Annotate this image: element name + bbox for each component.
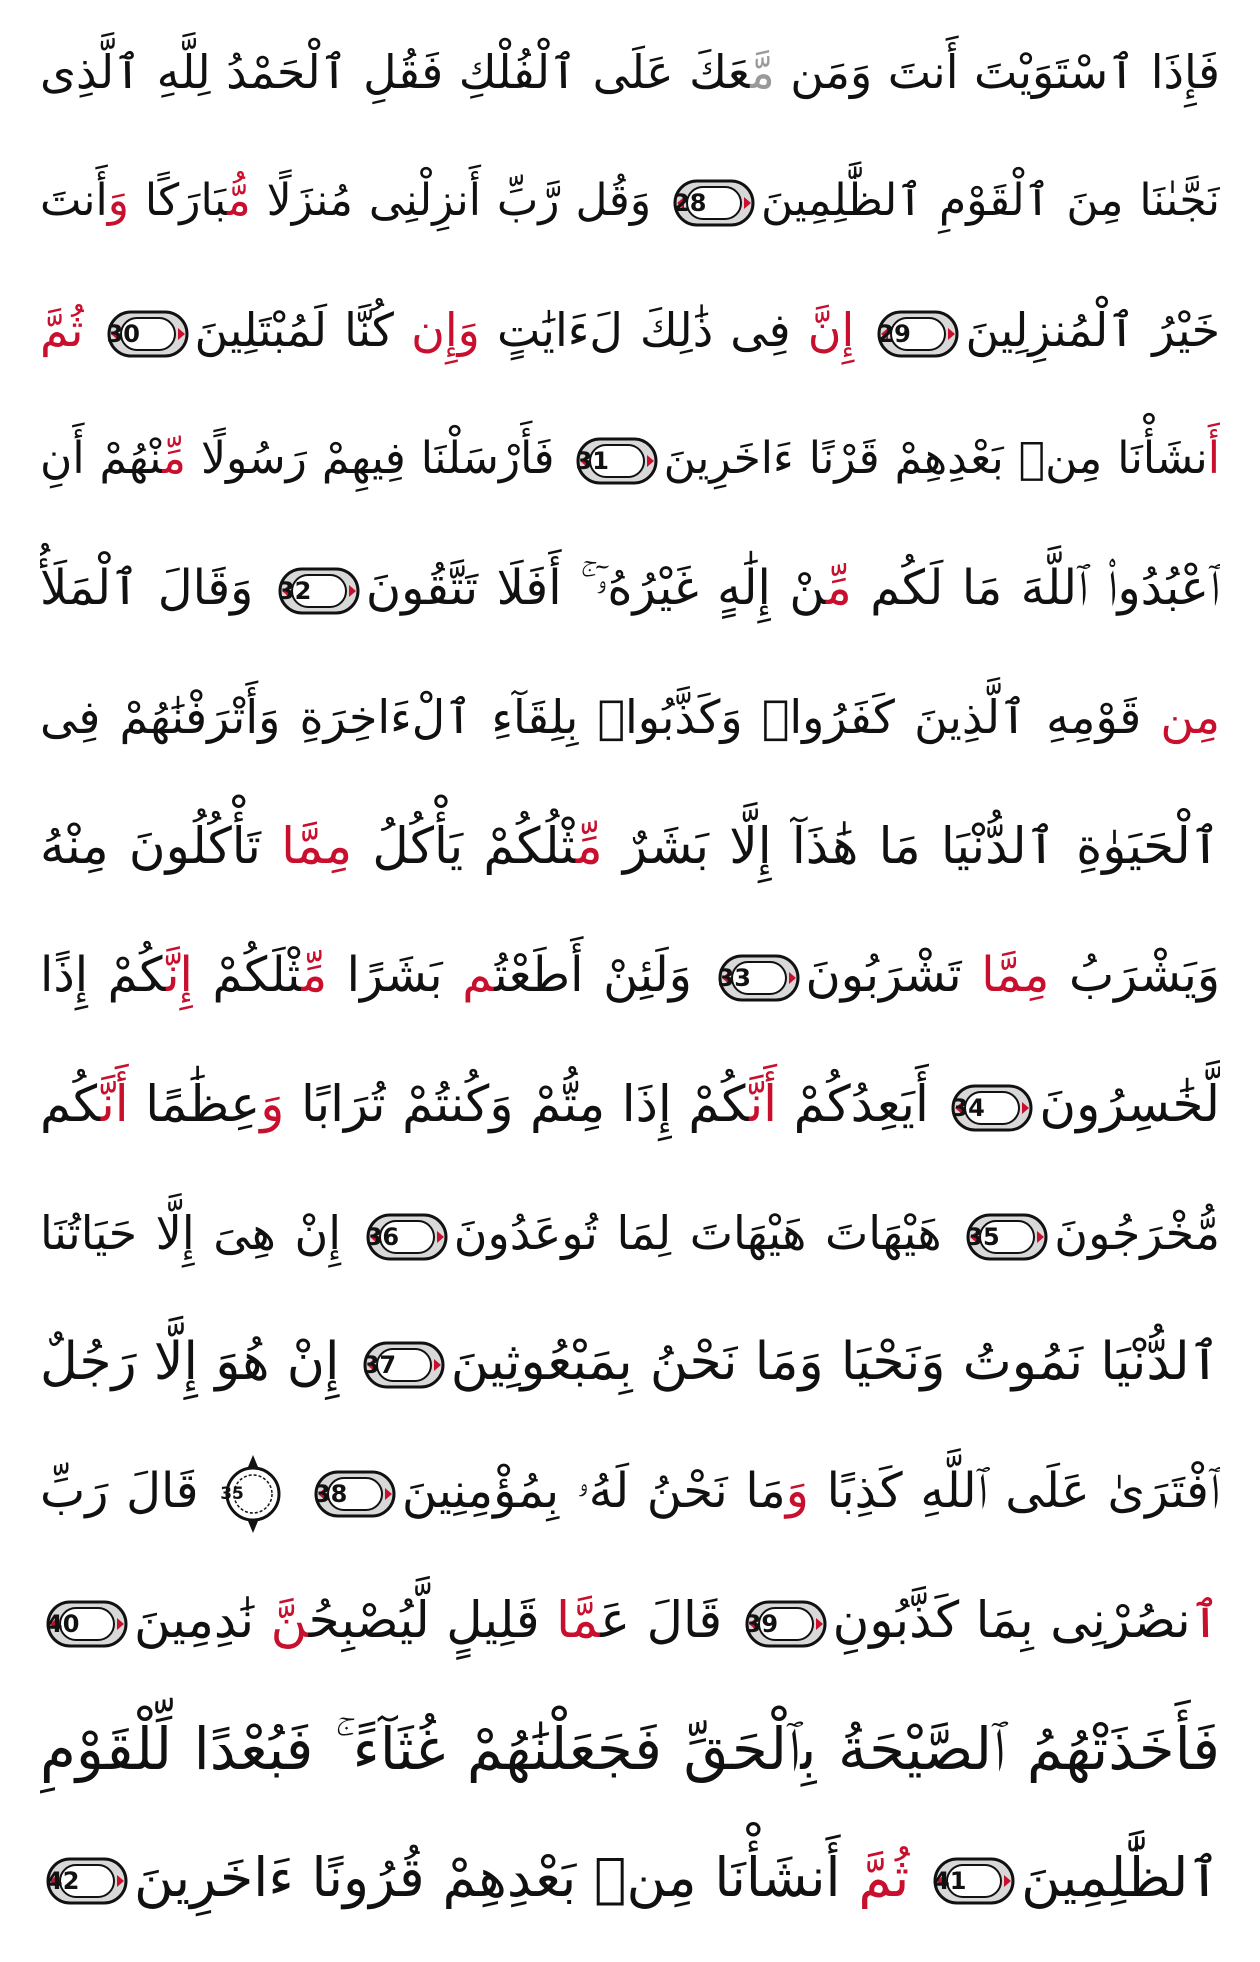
text-line xyxy=(40,1044,1220,1164)
text-line xyxy=(40,270,1220,390)
verse-text: هَيْهَاتَ هَيْهَاتَ لِمَا تُوعَدُونَ xyxy=(453,1206,942,1260)
hizb-number: 35 xyxy=(220,1484,244,1504)
tajweed-red-text: ٱ xyxy=(1190,1591,1220,1649)
tajweed-red-text: أَنَّ xyxy=(100,1075,129,1133)
text-line xyxy=(40,399,1220,519)
verse-text: كُنَّا لَمُبْتَلِينَ xyxy=(194,303,412,357)
text-line xyxy=(40,1173,1220,1293)
tajweed-red-text: مِمَّا xyxy=(281,817,353,875)
verse-text: نَٰدِمِينَ xyxy=(134,1591,271,1649)
verse-text: مُّخْرَجُونَ xyxy=(1054,1206,1220,1260)
hizb-emblem-finial xyxy=(248,1455,258,1467)
tajweed-red-text: مَّا xyxy=(556,1591,601,1649)
ayah-number-marker xyxy=(951,1082,1033,1134)
tajweed-red-text: وَ xyxy=(785,1463,809,1519)
verse-text: عِظَٰمًا xyxy=(128,1075,261,1133)
verse-text: قَلِيلٍ لَّيُصْبِحُ xyxy=(308,1591,557,1649)
ayah-number: 29 xyxy=(877,319,911,348)
ayah-number-marker xyxy=(745,1598,827,1650)
verse-text: إِنْ هُوَ إِلَّا رَجُلٌ xyxy=(40,1332,340,1392)
ayah-number: 33 xyxy=(717,964,751,992)
tajweed-red-text: مُّ xyxy=(227,175,251,226)
ayah-number-marker xyxy=(933,1855,1015,1907)
ayah-number: 31 xyxy=(575,447,609,475)
tajweed-red-text: مِّ xyxy=(825,560,852,616)
verse-text: لَّخَٰسِرُونَ xyxy=(1039,1075,1220,1133)
tajweed-red-text: أَ xyxy=(1207,433,1220,484)
ayah-number: 34 xyxy=(951,1093,985,1122)
verse-text: نصُرْنِى بِمَا كَذَّبُونِ xyxy=(832,1591,1191,1649)
verse-text: كُمْ إِذَا مِتُّمْ وَكُنتُمْ تُرَابًا xyxy=(284,1075,750,1133)
tajweed-red-text: مِّ xyxy=(301,947,328,1003)
tajweed-red-text: إِنَّ xyxy=(807,303,855,357)
ayah-number: 30 xyxy=(106,319,140,348)
verse-text: فَأَرْسَلْنَا فِيهِمْ رَسُولًا xyxy=(185,433,555,484)
tajweed-red-text: وَإِن xyxy=(411,303,480,357)
verse-text: ٱفْتَرَىٰ عَلَى ٱللَّهِ كَذِبًا xyxy=(808,1463,1220,1519)
text-line xyxy=(40,657,1220,777)
verse-text: قَالَ عَ xyxy=(600,1591,723,1649)
verse-text: إِنْ هِىَ إِلَّا حَيَاتُنَا xyxy=(40,1206,342,1260)
verse-text: نْ إِلَٰهٍ غَيْرُهُۥٓ ۚ أَفَلَا تَتَّقُونَ xyxy=(365,560,826,616)
ayah-number: 41 xyxy=(933,1867,967,1896)
text-line xyxy=(40,1560,1220,1680)
ayah-number: 38 xyxy=(313,1480,348,1508)
text-line xyxy=(40,1302,1220,1422)
ayah-number: 35 xyxy=(966,1222,1000,1251)
text-line xyxy=(40,786,1220,906)
verse-text: نْهُمْ أَنِ xyxy=(40,433,163,484)
ayah-number-marker xyxy=(366,1211,448,1263)
verse-text: ٱلدُّنْيَا نَمُوتُ وَنَحْيَا وَمَا نَحْنُ بِمَبْعُوثِينَ xyxy=(450,1332,1220,1392)
text-line xyxy=(40,1818,1220,1938)
tajweed-red-text: ثُمَّ xyxy=(858,1846,910,1909)
ayah-number: 37 xyxy=(362,1351,397,1379)
tajweed-red-text: إِنَّ xyxy=(166,947,193,1003)
ayah-number-marker xyxy=(314,1468,396,1520)
ayah-number-marker xyxy=(46,1855,128,1907)
ayah-number-marker xyxy=(46,1598,128,1650)
ayah-number: 36 xyxy=(365,1222,400,1251)
ayah-number: 42 xyxy=(46,1867,80,1896)
verse-text: ثْلُكُمْ يَأْكُلُ xyxy=(352,817,576,875)
verse-text: وَلَئِنْ أَطَعْتُ xyxy=(494,947,692,1003)
verse-text: تَشْرَبُونَ xyxy=(805,947,982,1003)
verse-text: أَيَعِدُكُمْ xyxy=(777,1075,929,1133)
tajweed-red-text: نَّ xyxy=(270,1591,309,1649)
verse-text: ثْلَكُمْ xyxy=(192,947,302,1003)
verse-text: كُم xyxy=(40,1075,101,1133)
verse-text: مَا نَحْنُ لَهُۥ بِمُؤْمِنِينَ xyxy=(401,1463,786,1519)
tajweed-red-text: مِّ xyxy=(162,433,186,484)
verse-text: قَالَ رَبِّ xyxy=(40,1463,199,1519)
verse-text: فَإِذَا ٱسْتَوَيْتَ أَنتَ وَمَن xyxy=(774,45,1220,99)
verse-text: ٱلظَّٰلِمِينَ xyxy=(1021,1846,1220,1909)
text-line xyxy=(40,1431,1220,1551)
tajweed-red-text: وَ xyxy=(260,1075,285,1133)
ayah-number: 32 xyxy=(277,577,312,605)
verse-text: أَنتَ xyxy=(40,175,108,226)
ayah-number: 39 xyxy=(744,1609,779,1638)
ayah-number-marker xyxy=(278,565,360,617)
text-line xyxy=(40,141,1220,261)
ayah-number-marker xyxy=(107,308,189,360)
ayah-number-marker xyxy=(966,1211,1048,1263)
hizb-emblem-finial xyxy=(248,1521,258,1533)
ayah-number-marker xyxy=(673,177,755,229)
tajweed-red-text: أَنَّ xyxy=(749,1075,778,1133)
verse-text: خَيْرُ ٱلْمُنزِلِينَ xyxy=(965,303,1220,357)
tajweed-red-text: م xyxy=(462,947,495,1003)
verse-text: عَكَ عَلَى ٱلْفُلْكِ فَقُلِ ٱلْحَمْدُ لِلَّهِ ٱلَّذِى xyxy=(40,45,751,99)
verse-text: فِى ذَٰلِكَ لَءَايَٰتٍ xyxy=(479,303,808,357)
verse-text: نَجَّىٰنَا مِنَ ٱلْقَوْمِ ٱلظَّٰلِمِينَ xyxy=(761,175,1220,226)
verse-text: وَقُل رَّبِّ أَنزِلْنِى مُنزَلًا xyxy=(250,175,652,226)
verse-text: ٱعْبُدُوا۟ ٱللَّهَ مَا لَكُم xyxy=(851,560,1220,616)
verse-text: بَارَكًا xyxy=(128,175,228,226)
verse-text: كُمْ إِذًا xyxy=(40,947,167,1003)
tajweed-red-text: مِن xyxy=(1160,690,1220,744)
verse-text: ٱلْحَيَوٰةِ ٱلدُّنْيَا مَا هَٰذَآ إِلَّا بَشَرٌ xyxy=(602,817,1220,875)
text-line xyxy=(40,12,1220,132)
ayah-number: 28 xyxy=(673,189,707,217)
text-line xyxy=(40,1689,1220,1809)
tajweed-red-text: ثُمَّ xyxy=(40,303,84,357)
tajweed-red-text: مِمَّا xyxy=(981,947,1050,1003)
verse-text: قَوْمِهِ ٱلَّذِينَ كَفَرُوا۟ وَكَذَّبُوا۟ بِلِقَآءِ ٱلْءَاخِرَةِ وَأَتْرَفْنَٰهُمْ فِى xyxy=(40,690,1161,744)
verse-text: وَيَشْرَبُ xyxy=(1049,947,1220,1003)
tajweed-red-text: مِّ xyxy=(575,817,603,875)
verse-text: نشَأْنَا مِنۢ بَعْدِهِمْ قَرْنًا ءَاخَرِينَ xyxy=(663,433,1208,484)
verse-text: بَشَرًا xyxy=(327,947,463,1003)
tajweed-red-text: وَ xyxy=(107,175,129,226)
ayah-number-marker xyxy=(576,435,658,487)
verse-text: أَنشَأْنَا مِنۢ بَعْدِهِمْ قُرُونًا ءَاخَرِينَ xyxy=(134,1846,859,1909)
hizb-marker xyxy=(220,1453,286,1535)
ayah-number-marker xyxy=(877,308,959,360)
tajweed-gray-text: مَّ xyxy=(750,45,775,99)
ayah-number-marker xyxy=(363,1339,445,1391)
verse-text: فَأَخَذَتْهُمُ ٱلصَّيْحَةُ بِٱلْحَقِّ فَجَعَلْنَٰهُمْ غُثَآءً ۚ فَبُعْدًا لِّلْقَوْمِ xyxy=(40,1715,1220,1783)
verse-text: تَأْكُلُونَ مِنْهُ xyxy=(40,817,282,875)
verse-text: وَقَالَ ٱلْمَلَأُ xyxy=(40,560,254,616)
ayah-number-marker xyxy=(718,952,800,1004)
text-line xyxy=(40,915,1220,1035)
ayah-number: 40 xyxy=(46,1609,80,1638)
text-line xyxy=(40,528,1220,648)
